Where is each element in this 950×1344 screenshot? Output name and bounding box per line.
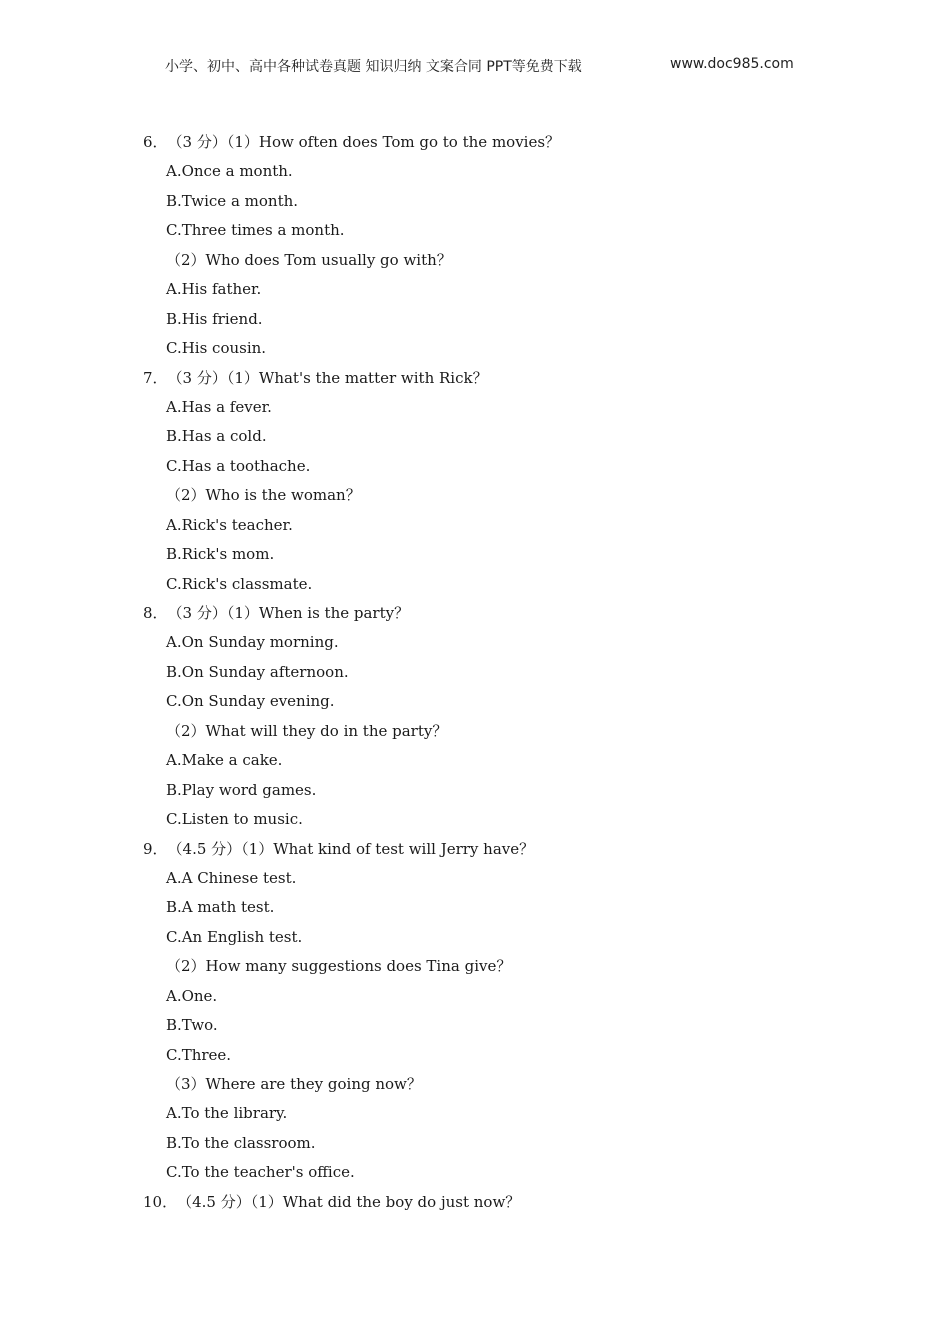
answer-option: C.Has a toothache. bbox=[166, 456, 311, 475]
sub-question-line bbox=[0, 717, 950, 746]
answer-option: C.To the teacher's office. bbox=[166, 1163, 355, 1182]
sub-question-text: What will they do in the party？ bbox=[205, 721, 448, 740]
answer-option: C.Three. bbox=[166, 1045, 232, 1064]
question-line bbox=[0, 364, 950, 393]
sub-question-text: How often does Tom go to the movies？ bbox=[258, 133, 561, 151]
question-number: 10． bbox=[143, 1192, 178, 1211]
answer-option: B.His friend. bbox=[166, 309, 263, 328]
answer-option: A.Once a month. bbox=[166, 162, 293, 181]
answer-option: C.His cousin. bbox=[166, 339, 267, 358]
sub-question-line bbox=[0, 481, 950, 510]
answer-option: B.Twice a month. bbox=[166, 191, 299, 210]
sub-question-text: Who is the woman？ bbox=[205, 486, 361, 505]
answer-option: C.Listen to music. bbox=[166, 810, 303, 829]
sub-question-text: What's the matter with Rick？ bbox=[258, 368, 488, 387]
sub-question-text: When is the party？ bbox=[258, 604, 410, 622]
answer-option: B.Two. bbox=[166, 1016, 218, 1035]
answer-option: A.His father. bbox=[166, 280, 262, 299]
answer-option: A.On Sunday morning. bbox=[166, 633, 339, 652]
question-line bbox=[0, 128, 950, 157]
question-score: （4.5 分） bbox=[167, 839, 242, 858]
sub-question-label: （1） bbox=[226, 604, 259, 622]
answer-option: C.Rick's classmate. bbox=[166, 574, 313, 593]
question-number: 9． bbox=[143, 839, 168, 858]
header-banner-text: 小学、初中、高中各种试卷真题 知识归纳 文案合同 PPT等免费下载 bbox=[165, 59, 582, 75]
question-score: （3 分） bbox=[167, 133, 227, 151]
sub-question-text: Where are they going now？ bbox=[205, 1075, 422, 1093]
answer-option: A.A Chinese test. bbox=[166, 868, 297, 887]
sub-question-label: （2） bbox=[166, 721, 206, 740]
answer-option: A.Make a cake. bbox=[166, 751, 283, 770]
sub-question-label: （2） bbox=[166, 250, 206, 269]
answer-option: A.One. bbox=[166, 986, 218, 1005]
answer-option: A.Rick's teacher. bbox=[166, 515, 293, 534]
answer-option: B.Rick's mom. bbox=[166, 545, 275, 564]
sub-question-label: （1） bbox=[226, 133, 259, 151]
page-header bbox=[0, 56, 950, 78]
sub-question-line bbox=[0, 246, 950, 275]
question-score: （3 分） bbox=[167, 368, 227, 387]
answer-option: B.Play word games. bbox=[166, 780, 317, 799]
sub-question-line bbox=[0, 952, 950, 981]
answer-option: B.Has a cold. bbox=[166, 427, 267, 446]
sub-question-label: （1） bbox=[226, 368, 259, 387]
header-site-url: www.doc985.com bbox=[670, 56, 794, 72]
answer-option: A.To the library. bbox=[166, 1104, 288, 1123]
sub-question-label: （2） bbox=[166, 486, 206, 505]
question-line bbox=[0, 599, 950, 628]
answer-option: C.Three times a month. bbox=[166, 221, 345, 240]
question-list bbox=[0, 128, 950, 1217]
sub-question-label: （1） bbox=[241, 839, 274, 858]
question-score: （3 分） bbox=[167, 604, 227, 622]
sub-question-label: （2） bbox=[166, 957, 206, 976]
sub-question-text: Who does Tom usually go with？ bbox=[205, 250, 452, 269]
answer-option: B.On Sunday afternoon. bbox=[166, 662, 349, 681]
question-number: 7． bbox=[143, 368, 168, 387]
question-number: 8． bbox=[143, 604, 168, 622]
sub-question-text: What kind of test will Jerry have？ bbox=[273, 839, 535, 858]
answer-option: B.To the classroom. bbox=[166, 1133, 316, 1152]
answer-option: A.Has a fever. bbox=[166, 397, 272, 416]
sub-question-label: （1） bbox=[250, 1192, 283, 1211]
answer-option: C.An English test. bbox=[166, 927, 303, 946]
question-line bbox=[0, 835, 950, 864]
sub-question-label: （3） bbox=[166, 1075, 206, 1093]
answer-option: B.A math test. bbox=[166, 898, 275, 917]
sub-question-text: How many suggestions does Tina give？ bbox=[205, 957, 512, 976]
answer-option: C.On Sunday evening. bbox=[166, 692, 335, 711]
question-number: 6． bbox=[143, 133, 168, 151]
question-score: （4.5 分） bbox=[177, 1192, 251, 1211]
sub-question-text: What did the boy do just now？ bbox=[282, 1192, 521, 1211]
question-line bbox=[0, 1188, 950, 1217]
sub-question-line bbox=[0, 1070, 950, 1099]
